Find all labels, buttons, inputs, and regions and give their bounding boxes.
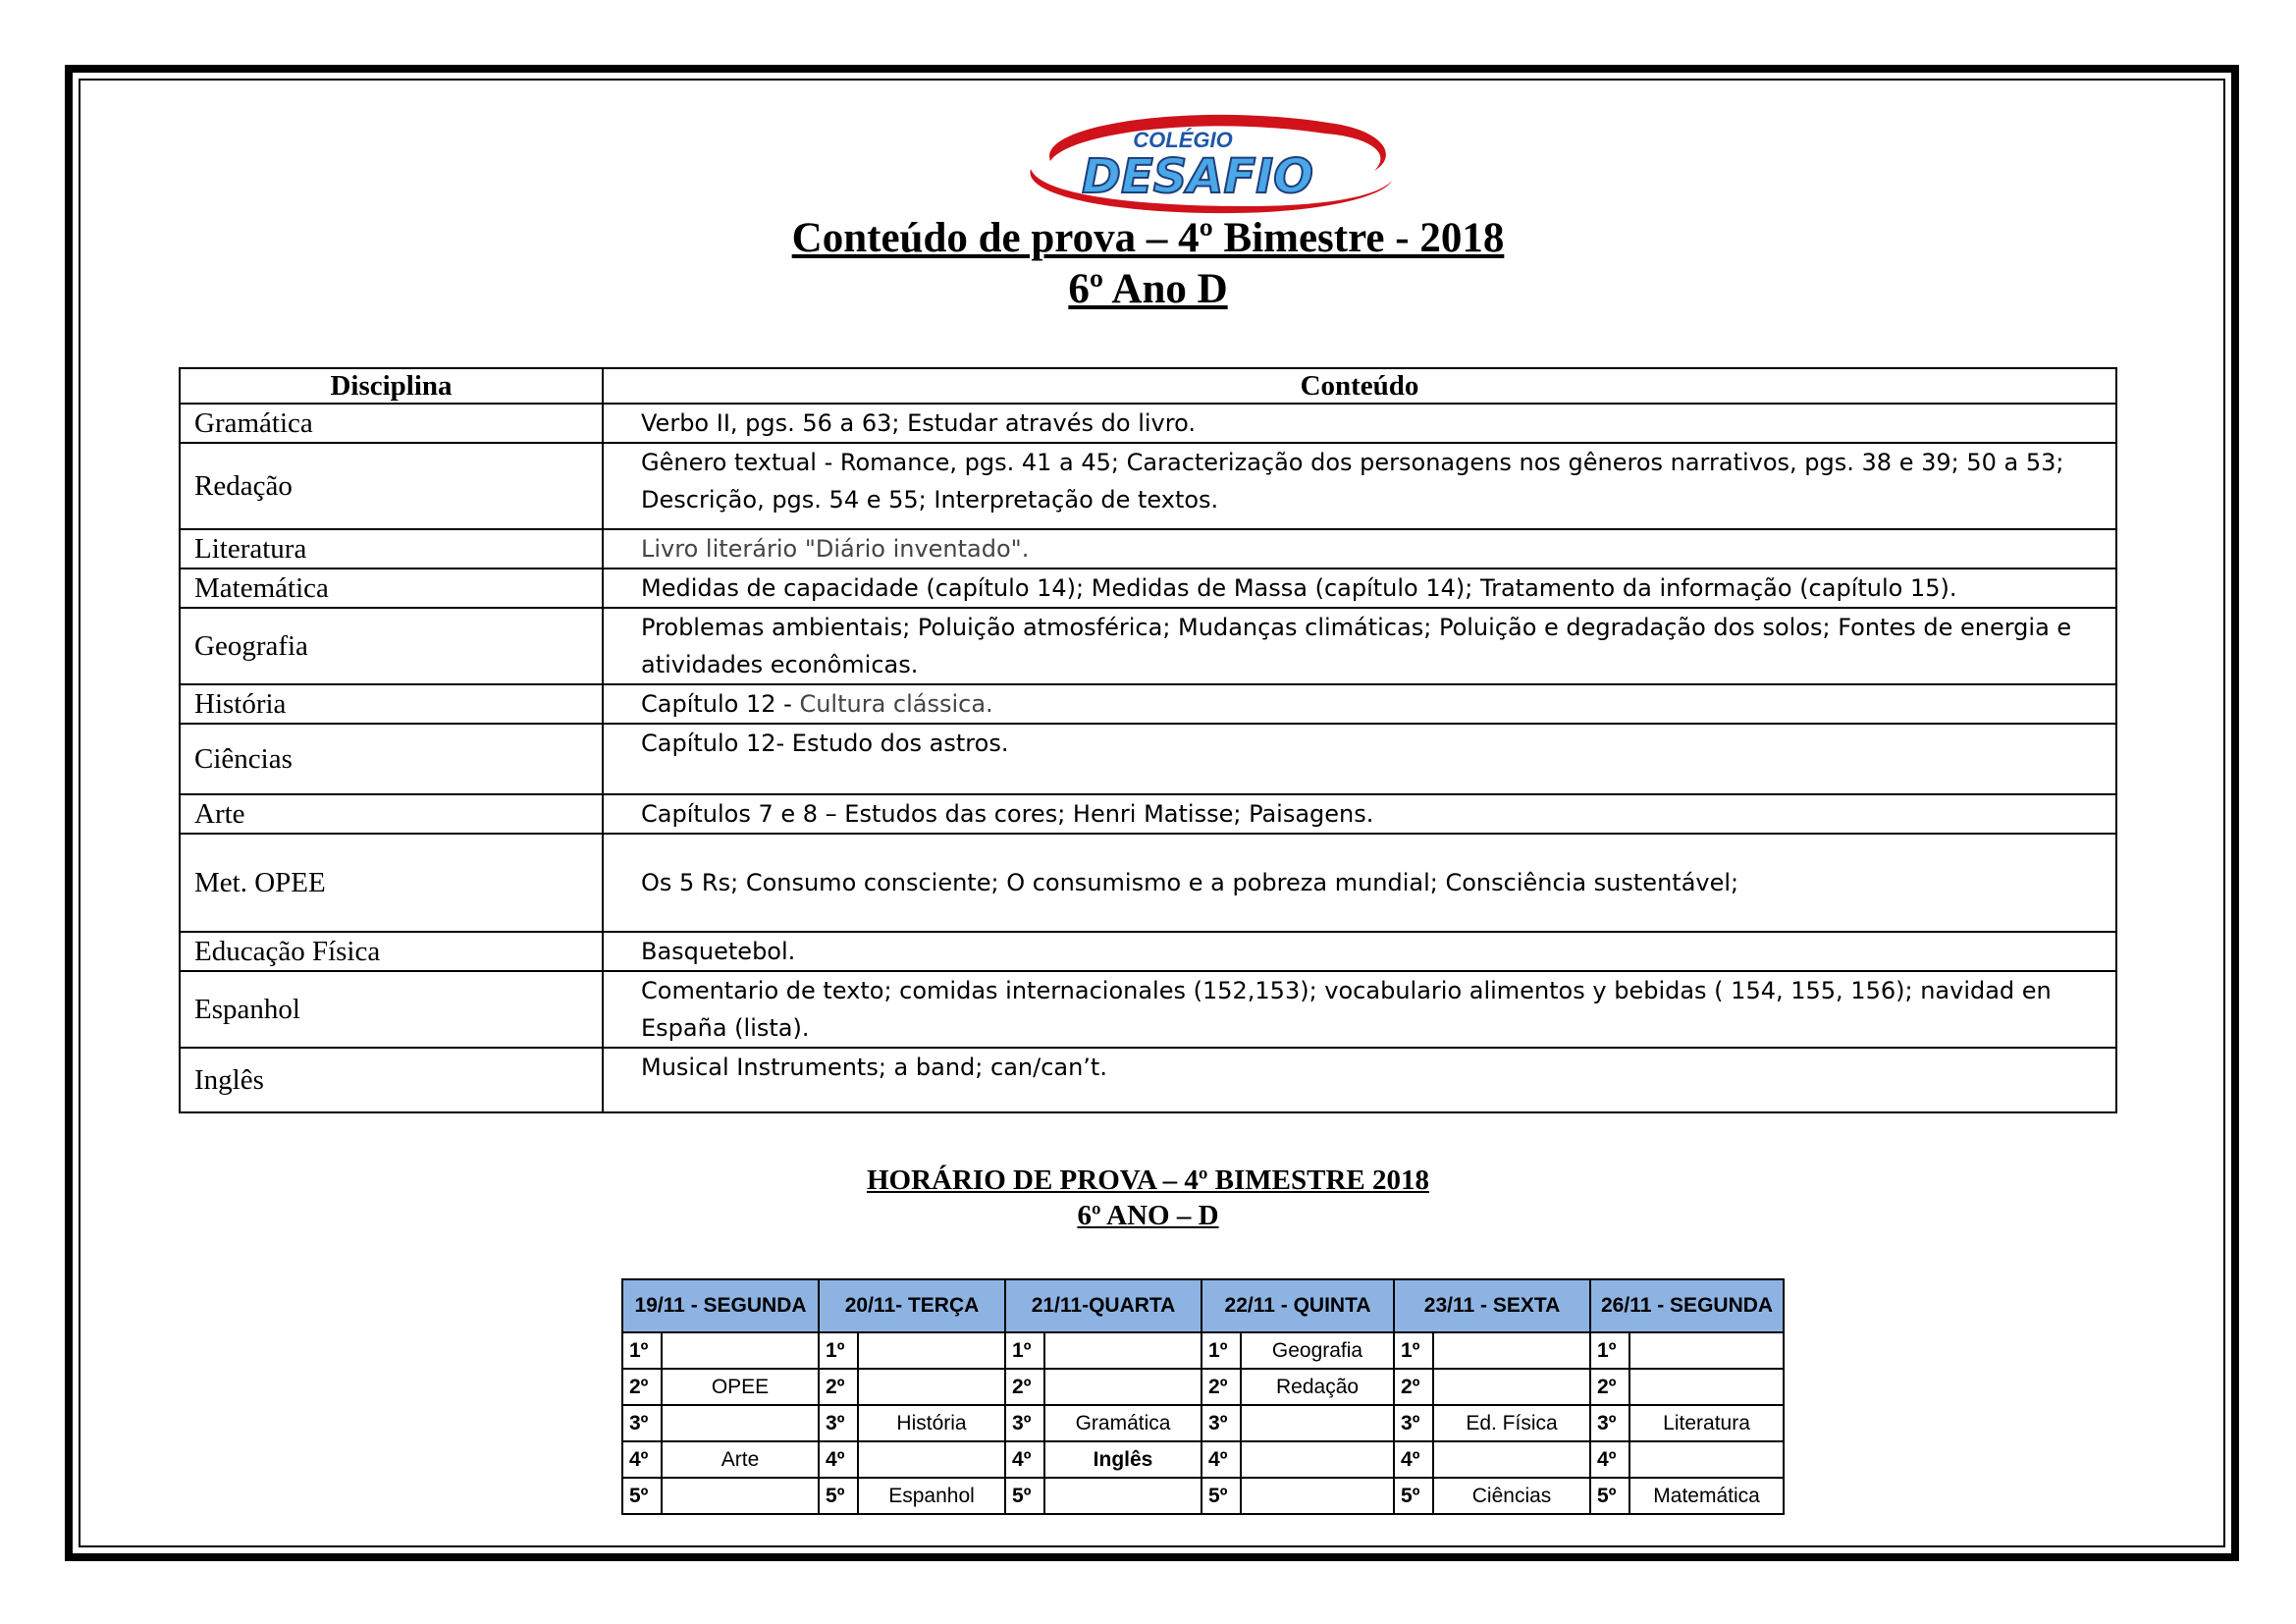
subject-cell: Literatura	[1629, 1405, 1784, 1441]
conteudo-cell: Os 5 Rs; Consumo consciente; O consumismo e a pobreza mundial; Consciência sustentável;	[603, 834, 2116, 932]
period-label: 3º	[819, 1405, 858, 1441]
period-label: 5º	[1005, 1478, 1044, 1514]
period-label: 5º	[1201, 1478, 1241, 1514]
period-label: 5º	[1590, 1478, 1629, 1514]
day-header: 22/11 - QUINTA	[1201, 1279, 1394, 1332]
subject-cell	[1433, 1441, 1590, 1478]
school-logo	[1011, 102, 1394, 216]
period-label: 2º	[1005, 1369, 1044, 1405]
period-label: 3º	[1005, 1405, 1044, 1441]
period-label: 2º	[1201, 1369, 1241, 1405]
conteudo-part-grey: Cultura clássica.	[799, 690, 993, 718]
conteudo-cell: Problemas ambientais; Poluição atmosférica; Mudanças climáticas; Poluição e degradação dos solos; Fontes de energia e atividades econômicas.	[603, 608, 2116, 684]
table-row	[180, 608, 2116, 684]
subject-cell	[1241, 1405, 1394, 1441]
content-table	[179, 367, 2117, 1113]
table-row	[180, 443, 2116, 529]
schedule-row	[622, 1405, 1784, 1441]
conteudo-cell: Musical Instruments; a band; can/can’t.	[603, 1048, 2116, 1112]
period-label: 5º	[819, 1478, 858, 1514]
conteudo-cell	[603, 684, 2116, 724]
subject-cell: Gramática	[1044, 1405, 1201, 1441]
disciplina-cell: Literatura	[180, 529, 603, 568]
disciplina-cell: Met. OPEE	[180, 834, 603, 932]
document-subtitle: 6º Ano D	[1068, 266, 1228, 312]
period-label: 1º	[1005, 1332, 1044, 1369]
period-label: 4º	[819, 1441, 858, 1478]
disciplina-cell: Matemática	[180, 568, 603, 608]
table-row	[180, 684, 2116, 724]
period-label: 5º	[1394, 1478, 1433, 1514]
subject-cell: Geografia	[1241, 1332, 1394, 1369]
day-header: 21/11-QUARTA	[1005, 1279, 1201, 1332]
subject-cell	[858, 1441, 1005, 1478]
subject-cell	[1629, 1369, 1784, 1405]
subject-cell	[662, 1332, 819, 1369]
table-row	[180, 568, 2116, 608]
subject-cell	[662, 1405, 819, 1441]
day-header: 23/11 - SEXTA	[1394, 1279, 1590, 1332]
table-row	[180, 1048, 2116, 1112]
conteudo-cell: Verbo II, pgs. 56 a 63; Estudar através do livro.	[603, 404, 2116, 443]
conteudo-part: Capítulo 12 -	[641, 690, 800, 718]
table-row	[180, 404, 2116, 443]
disciplina-cell: História	[180, 684, 603, 724]
schedule-row	[622, 1478, 1784, 1514]
conteudo-cell: Comentario de texto; comidas internacionales (152,153); vocabulario alimentos y bebidas ( 154, 155, 156); navidad en España (lista).	[603, 971, 2116, 1048]
period-label: 3º	[622, 1405, 662, 1441]
period-label: 3º	[1201, 1405, 1241, 1441]
table-row	[180, 932, 2116, 971]
subject-cell: Redação	[1241, 1369, 1394, 1405]
schedule-subtitle: 6º ANO – D	[1077, 1200, 1219, 1231]
subject-cell: Inglês	[1044, 1441, 1201, 1478]
subject-cell	[1241, 1441, 1394, 1478]
conteudo-cell: Medidas de capacidade (capítulo 14); Medidas de Massa (capítulo 14); Tratamento da informação (capítulo 15).	[603, 568, 2116, 608]
conteudo-cell: Basquetebol.	[603, 932, 2116, 971]
header-disciplina: Disciplina	[180, 368, 603, 404]
subject-cell	[858, 1369, 1005, 1405]
subject-cell: História	[858, 1405, 1005, 1441]
period-label: 2º	[1590, 1369, 1629, 1405]
subject-cell	[1629, 1441, 1784, 1478]
disciplina-cell: Ciências	[180, 724, 603, 794]
day-header: 20/11- TERÇA	[819, 1279, 1005, 1332]
disciplina-cell: Educação Física	[180, 932, 603, 971]
subject-cell	[1241, 1478, 1394, 1514]
schedule-row	[622, 1441, 1784, 1478]
subject-cell	[1629, 1332, 1784, 1369]
subject-cell	[858, 1332, 1005, 1369]
subject-cell	[1044, 1478, 1201, 1514]
period-label: 3º	[1394, 1405, 1433, 1441]
subject-cell: OPEE	[662, 1369, 819, 1405]
disciplina-cell: Espanhol	[180, 971, 603, 1048]
table-row	[180, 724, 2116, 794]
subject-cell	[1044, 1369, 1201, 1405]
period-label: 1º	[819, 1332, 858, 1369]
content-table-header	[180, 368, 2116, 404]
schedule-row	[622, 1332, 1784, 1369]
period-label: 1º	[622, 1332, 662, 1369]
table-row	[180, 834, 2116, 932]
logo-big-text: DESAFIO	[1082, 149, 1313, 204]
schedule-row	[622, 1369, 1784, 1405]
schedule-table	[621, 1278, 1785, 1515]
subject-cell: Ciências	[1433, 1478, 1590, 1514]
subject-cell	[1433, 1332, 1590, 1369]
table-row	[180, 794, 2116, 834]
period-label: 4º	[1590, 1441, 1629, 1478]
schedule-header-row	[622, 1279, 1784, 1332]
period-label: 2º	[622, 1369, 662, 1405]
conteudo-cell: Gênero textual - Romance, pgs. 41 a 45; Caracterização dos personagens nos gêneros narrativos, pgs. 38 e 39; 50 a 53; Descrição, pgs. 54 e 55; Interpretação de textos.	[603, 443, 2116, 529]
period-label: 2º	[819, 1369, 858, 1405]
disciplina-cell: Inglês	[180, 1048, 603, 1112]
conteudo-cell: Capítulos 7 e 8 – Estudos das cores; Henri Matisse; Paisagens.	[603, 794, 2116, 834]
table-row	[180, 971, 2116, 1048]
logo-small-text: COLÉGIO	[1133, 128, 1233, 152]
disciplina-cell: Geografia	[180, 608, 603, 684]
subject-cell	[1044, 1332, 1201, 1369]
period-label: 2º	[1394, 1369, 1433, 1405]
document-title: Conteúdo de prova – 4º Bimestre - 2018	[791, 215, 1505, 261]
period-label: 4º	[1394, 1441, 1433, 1478]
day-header: 26/11 - SEGUNDA	[1590, 1279, 1784, 1332]
conteudo-cell: Livro literário "Diário inventado".	[603, 529, 2116, 568]
schedule-title: HORÁRIO DE PROVA – 4º BIMESTRE 2018	[866, 1164, 1429, 1196]
period-label: 4º	[622, 1441, 662, 1478]
period-label: 1º	[1590, 1332, 1629, 1369]
subject-cell: Matemática	[1629, 1478, 1784, 1514]
period-label: 1º	[1394, 1332, 1433, 1369]
period-label: 4º	[1201, 1441, 1241, 1478]
period-label: 5º	[622, 1478, 662, 1514]
subject-cell: Espanhol	[858, 1478, 1005, 1514]
subject-cell	[1433, 1369, 1590, 1405]
table-row	[180, 529, 2116, 568]
conteudo-cell: Capítulo 12- Estudo dos astros.	[603, 724, 2116, 794]
period-label: 1º	[1201, 1332, 1241, 1369]
disciplina-cell: Gramática	[180, 404, 603, 443]
subject-cell: Arte	[662, 1441, 819, 1478]
disciplina-cell: Arte	[180, 794, 603, 834]
period-label: 4º	[1005, 1441, 1044, 1478]
period-label: 3º	[1590, 1405, 1629, 1441]
day-header: 19/11 - SEGUNDA	[622, 1279, 819, 1332]
subject-cell	[662, 1478, 819, 1514]
disciplina-cell: Redação	[180, 443, 603, 529]
subject-cell: Ed. Física	[1433, 1405, 1590, 1441]
header-conteudo: Conteúdo	[603, 368, 2116, 404]
